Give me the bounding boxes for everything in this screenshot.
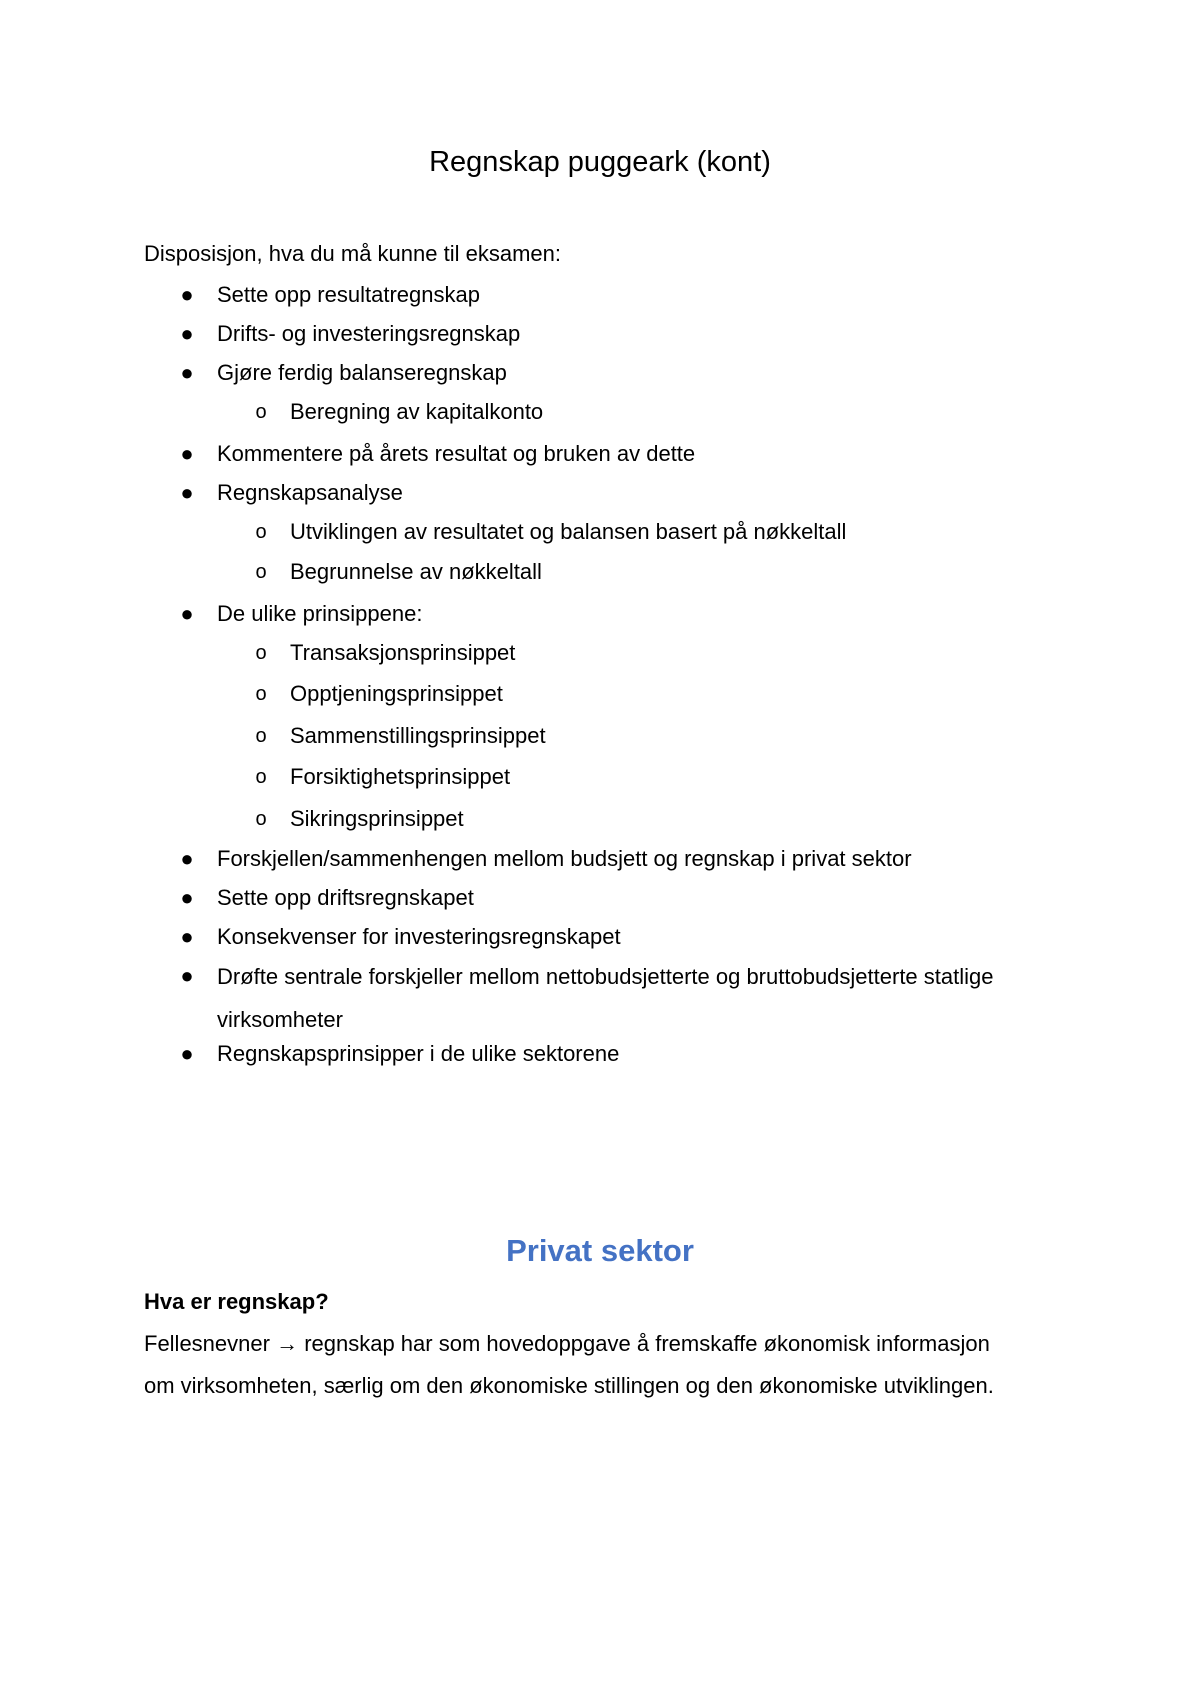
outline-item-text: Sette opp driftsregnskapet xyxy=(217,885,474,910)
bullet-dot-icon: ● xyxy=(180,441,194,466)
body-paragraph xyxy=(144,1323,1024,1407)
intro-text: Disposisjon, hva du må kunne til eksamen: xyxy=(144,241,561,266)
bullet-dot-icon: ● xyxy=(180,1041,194,1066)
outline-item-text: Konsekvenser for investeringsregnskapet xyxy=(217,924,621,949)
outline-item-text: Kommentere på årets resultat og bruken av dette xyxy=(217,441,696,466)
bullet-circle-icon: o xyxy=(255,725,267,747)
paragraph-lead: Fellesnevner xyxy=(144,1331,270,1356)
bullet-dot-icon: ● xyxy=(180,601,194,626)
bullet-circle-icon: o xyxy=(255,808,267,830)
bullet-dot-icon: ● xyxy=(180,360,194,385)
outline-item-text: Sammenstillingsprinsippet xyxy=(290,723,546,748)
bullet-dot-icon: ● xyxy=(180,963,194,988)
outline-item-text: Regnskapsanalyse xyxy=(217,480,403,505)
outline-item-text: Utviklingen av resultatet og balansen basert på nøkkeltall xyxy=(290,519,847,544)
bullet-dot-icon: ● xyxy=(180,885,194,910)
bullet-circle-icon: o xyxy=(255,642,267,664)
bullet-circle-icon: o xyxy=(255,561,267,583)
right-arrow-icon: → xyxy=(276,1331,299,1356)
subheading: Hva er regnskap? xyxy=(144,1289,329,1314)
paragraph-text: regnskap har som hovedoppgave å fremskaffe økonomisk informasjon om virksomheten, særlig om den økonomiske stillingen og den økonomiske utviklingen. xyxy=(144,1331,994,1398)
outline-item-text: Begrunnelse av nøkkeltall xyxy=(290,559,542,584)
document-title: Regnskap puggeark (kont) xyxy=(429,146,771,178)
outline-item-text: De ulike prinsippene: xyxy=(217,601,423,626)
outline-item-text: Gjøre ferdig balanseregnskap xyxy=(217,360,507,385)
bullet-circle-icon: o xyxy=(255,401,267,423)
bullet-dot-icon: ● xyxy=(180,282,194,307)
bullet-circle-icon: o xyxy=(255,683,267,705)
outline-item-text: Opptjeningsprinsippet xyxy=(290,681,503,706)
bullet-circle-icon: o xyxy=(255,766,267,788)
outline-item-text: Drøfte sentrale forskjeller mellom nettobudsjetterte og bruttobudsjetterte statlige virksomheter xyxy=(217,964,994,1032)
bullet-dot-icon: ● xyxy=(180,321,194,346)
outline-item-text: Regnskapsprinsipper i de ulike sektorene xyxy=(217,1041,620,1066)
outline-item-text: Sette opp resultatregnskap xyxy=(217,282,480,307)
outline-item-text: Beregning av kapitalkonto xyxy=(290,399,544,424)
outline-item-text: Forsiktighetsprinsippet xyxy=(290,764,511,789)
bullet-dot-icon: ● xyxy=(180,924,194,949)
outline-item-text: Drifts- og investeringsregnskap xyxy=(217,321,521,346)
bullet-dot-icon: ● xyxy=(180,846,194,871)
bullet-circle-icon: o xyxy=(255,521,267,543)
outline-item-text: Forskjellen/sammenhengen mellom budsjett og regnskap i privat sektor xyxy=(217,846,912,871)
outline-item-text: Sikringsprinsippet xyxy=(290,806,464,831)
bullet-dot-icon: ● xyxy=(180,480,194,505)
section-heading: Privat sektor xyxy=(506,1233,694,1268)
outline-item-text: Transaksjonsprinsippet xyxy=(290,640,516,665)
